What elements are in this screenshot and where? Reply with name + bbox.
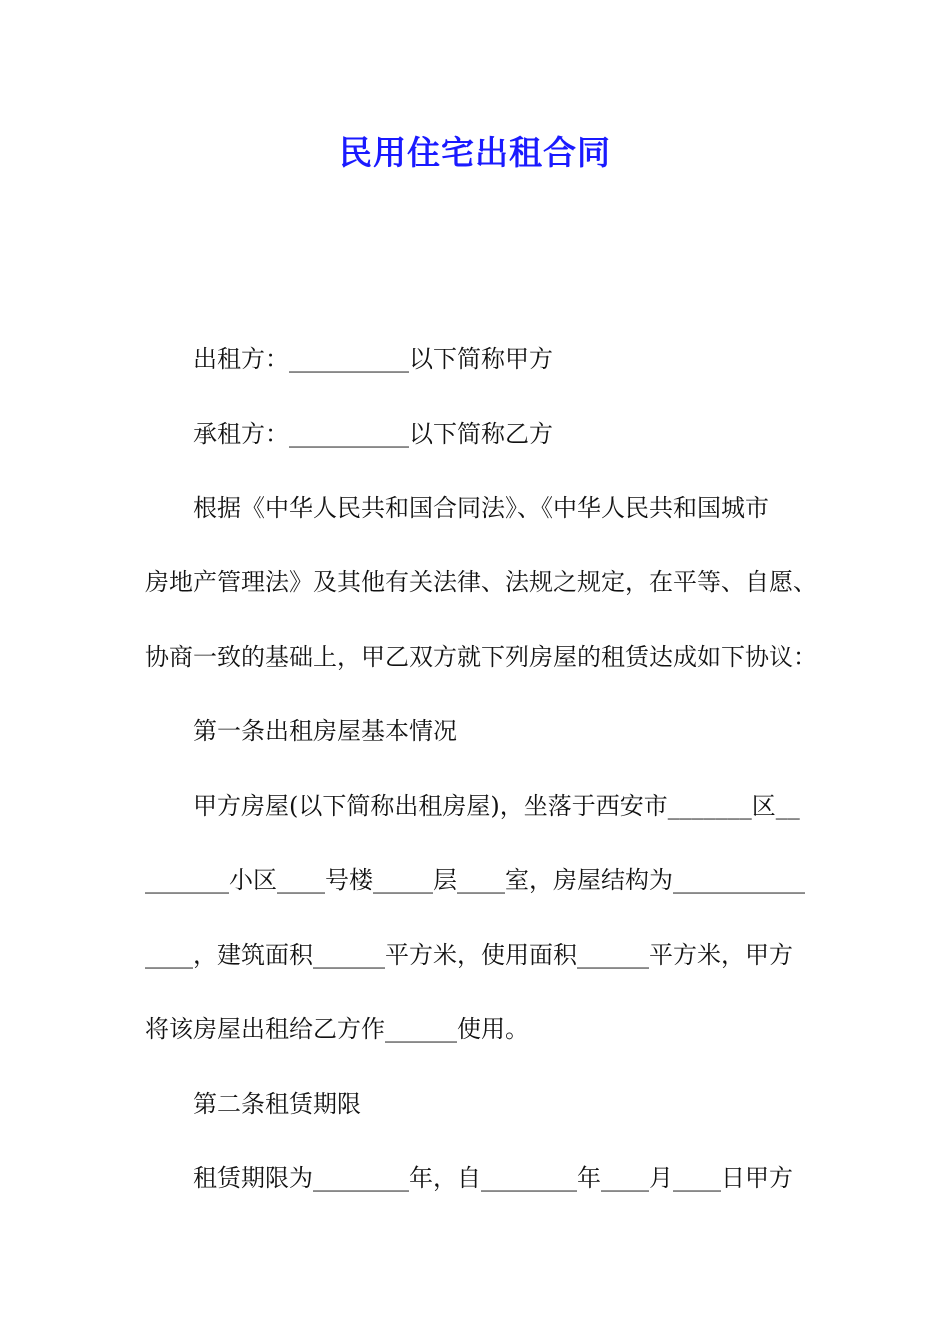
article-1-line-3: ____，建筑面积______平方米，使用面积______平方米，甲方 — [145, 941, 793, 969]
lessor-line: 出租方：__________以下简称甲方 — [193, 345, 553, 373]
preamble-line-1: 根据《中华人民共和国合同法》、《中华人民共和国城市 — [193, 494, 769, 522]
lessee-line: 承租方：__________以下简称乙方 — [193, 420, 553, 448]
article-1-line-1: 甲方房屋(以下简称出租房屋)，坐落于西安市_______区__ — [193, 792, 800, 820]
article-2-heading: 第二条租赁期限 — [193, 1090, 361, 1118]
article-1-line-2: _______小区____号楼_____层____室，房屋结构为___________ — [145, 866, 805, 894]
preamble-line-2: 房地产管理法》及其他有关法律、法规之规定，在平等、自愿、 — [145, 568, 817, 596]
article-1-heading: 第一条出租房屋基本情况 — [193, 717, 457, 745]
document-title: 民用住宅出租合同 — [339, 133, 611, 172]
article-2-line-1: 租赁期限为________年，自________年____月____日甲方 — [193, 1164, 793, 1192]
article-1-line-4: 将该房屋出租给乙方作______使用。 — [145, 1015, 529, 1043]
preamble-line-3: 协商一致的基础上，甲乙双方就下列房屋的租赁达成如下协议： — [145, 643, 817, 671]
